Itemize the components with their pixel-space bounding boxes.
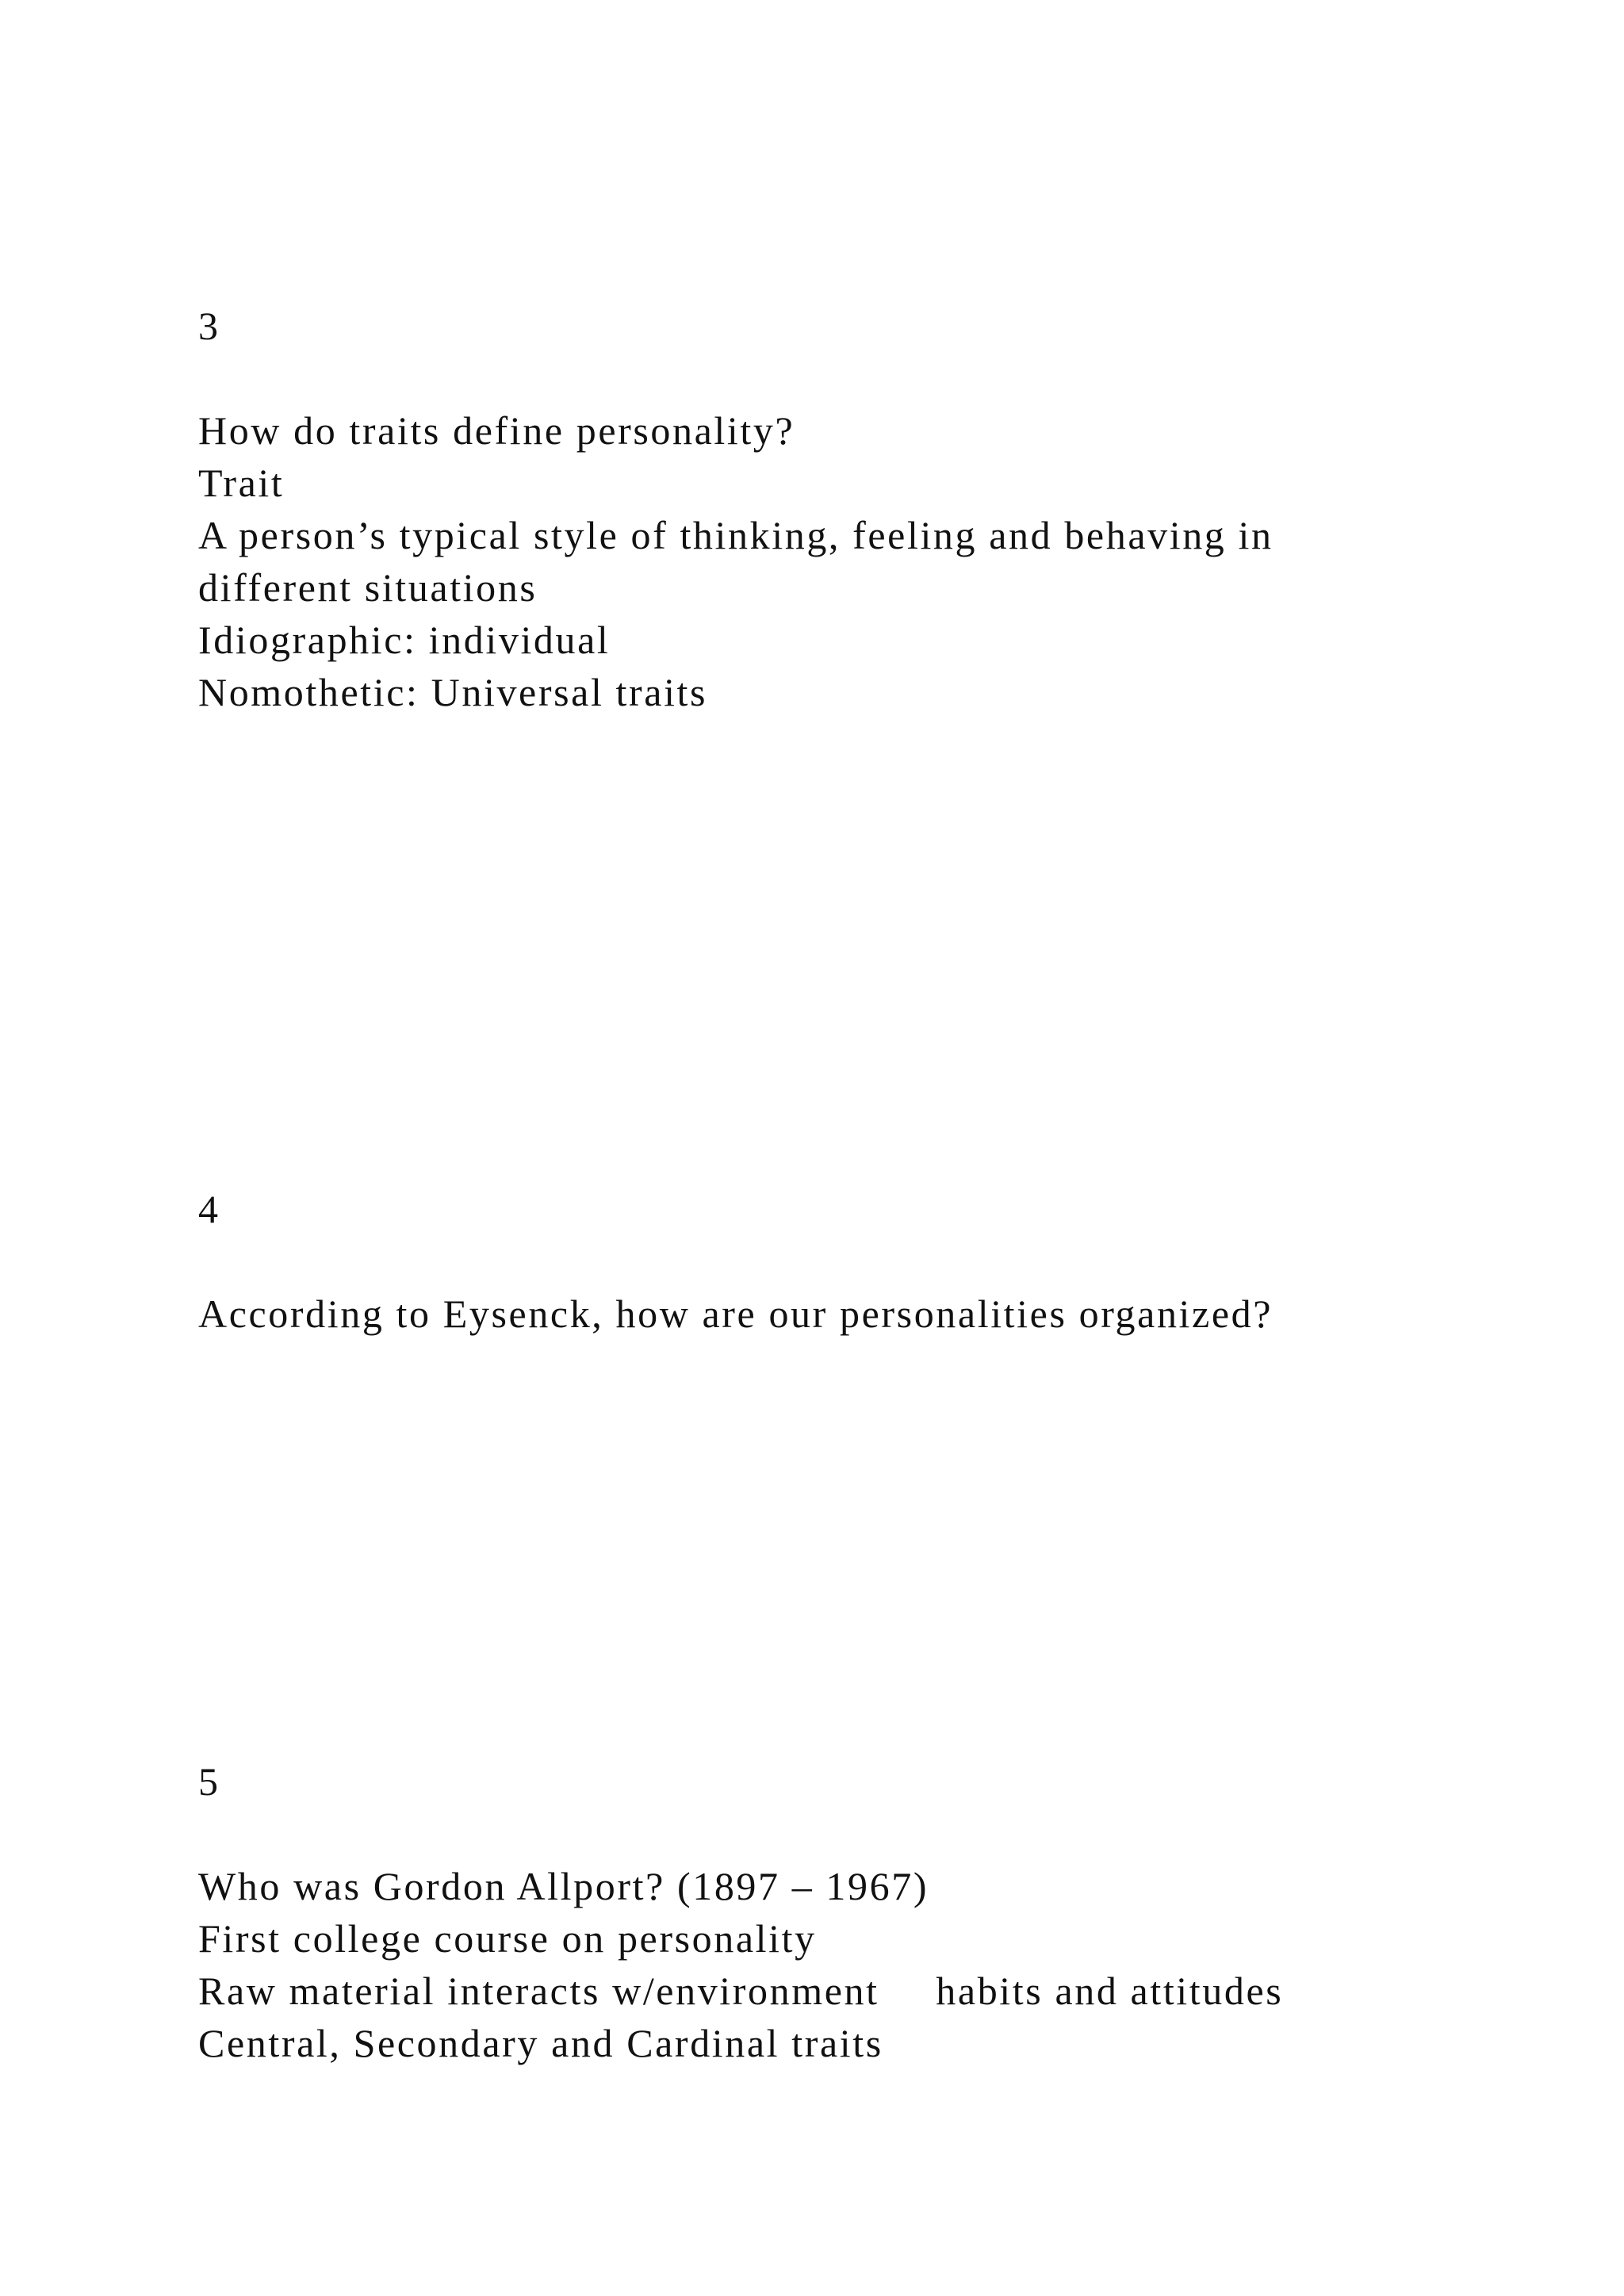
text-line: Raw material interacts w/environment habits and attitudes	[198, 1969, 1239, 2013]
text-line: Nomothetic: Universal traits	[198, 670, 708, 714]
slide-heading: According to Eysenck, how are our personalities organized?	[198, 1292, 1274, 1336]
slide-number: 4	[198, 1187, 218, 1231]
slide-number: 3	[198, 304, 218, 348]
text-line: Central, Secondary and Cardinal traits	[198, 2021, 883, 2065]
text-line: First college course on personality	[198, 1916, 817, 1961]
text-line: A person’s typical style of thinking, feeling and behaving in	[198, 513, 1274, 557]
slide-number: 5	[198, 1759, 218, 1804]
slide-heading: How do traits define personality?	[198, 408, 795, 453]
text-line: Idiographic: individual	[198, 618, 611, 662]
text-line: different situations	[198, 565, 538, 610]
slide-heading: Who was Gordon Allport? (1897 – 1967)	[198, 1864, 929, 1908]
text-line: Trait	[198, 461, 285, 505]
